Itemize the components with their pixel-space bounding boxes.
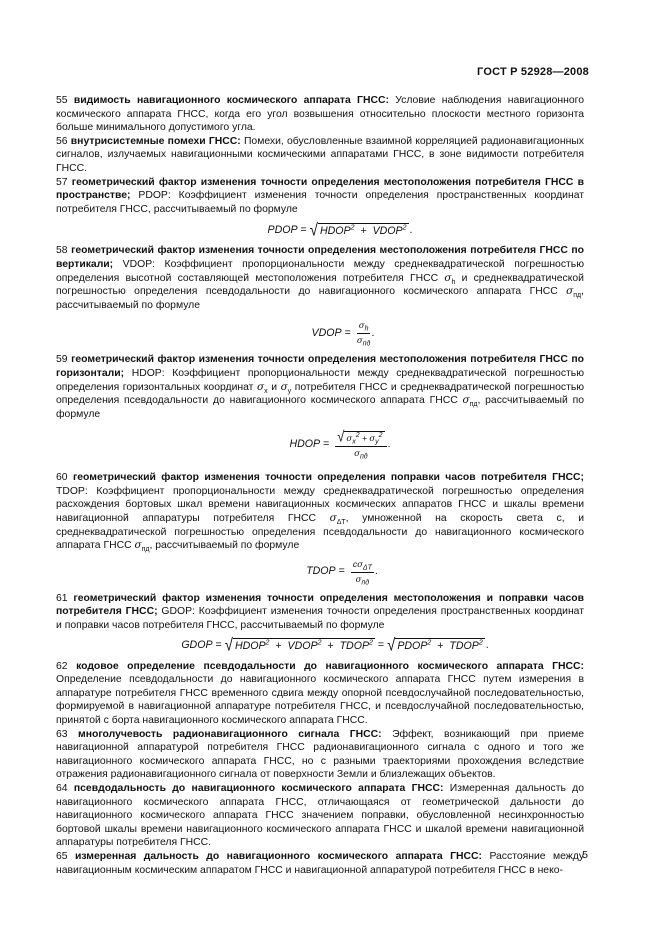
formula-tdop: TDOP = $\frac{c\sigma_{\Delta T}}{\sigma_{пд}}$ . xyxy=(306,558,378,587)
term-entry-64: 64 псевдодальность до навигационного космического аппарата ГНСС: Измеренная дальность до навигационного космического аппарата ГНСС, отличающаяся от геометрической дальности до навигационного космического аппарата ГНСС значением поправки, обусловленной несинхронностью бортовой шкалы времени навигационного космического аппарата ГНСС и шкалой времени навигационной аппаратуры потребителя ГНСС. xyxy=(56,782,585,849)
term-title: псевдодальность до навигационного космического аппарата ГНСС: xyxy=(73,782,444,794)
term-definition: VDOP: Коэффициент пропорциональности между среднеквадратической погрешностью определения высотной составляющей местоположения потребителя ГНСС xyxy=(56,258,584,284)
term-entry-56: 56 внутрисистемные помехи ГНСС: Помехи, обусловленные взаимной корреляцией радионавигационных сигналов, излучаемых навигационными космическими аппаратами ГНСС, в зоне видимости потребителя ГНСС. xyxy=(56,135,584,174)
term-definition: HDOP: Коэффициент пропорциональности между среднеквадратической погрешностью определения горизонтальных координат xyxy=(56,367,585,393)
term-entry-62: 62 кодовое определение псевдодальности до навигационного космического аппарата ГНСС: Определение псевдодальности до навигационного космического аппарата ГНСС путем измерения в аппаратуре потребителя ГНСС временного сдвига между опорной псевдослучайной последовательностью, формируемой в навигационной аппаратуре потребителя ГНСС, и псевдослучайной последовательностью, принятой с борта навигационного космического аппарата ГНСС. xyxy=(56,660,584,726)
standard-header: ГОСТ Р 52928—2008 xyxy=(477,66,589,78)
term-title: кодовое определение псевдодальности до навигационного космического аппарата ГНСС: xyxy=(76,660,584,672)
term-definition: PDOP: Коэффициент изменения точности определения пространственных координат потребителя ГНСС, рассчитываемый по формуле xyxy=(56,190,584,215)
term-title: видимость навигационного космического аппарата ГНСС: xyxy=(73,95,389,106)
square-root: √ PDOP$^2$ + TDOP$^2$ xyxy=(387,635,483,656)
term-title: геометрический фактор изменения точности определения местоположения потребителя ГНСС по горизонтали; xyxy=(56,354,585,379)
formula-vdop: VDOP = $\frac{\sigma_h}{\sigma_{пд}}$ . xyxy=(311,321,375,348)
term-entry-65: 65 измеренная дальность до навигационного космического аппарата ГНСС: Расстояние между навигационным космическим аппаратом ГНСС и навигационной аппаратурой потребителя ГНСС в неко- xyxy=(56,850,585,876)
fraction: √ $\sigma_x^2 + \sigma_y^2$ $\sigma_{пд}$ xyxy=(335,431,386,459)
term-title: измеренная дальность до навигационного космического аппарата ГНСС: xyxy=(75,850,482,862)
fraction: $\frac{c\sigma_{\Delta T}}{\sigma_{пд}}$ xyxy=(352,558,372,587)
square-root: √ $\sigma_x^2 + \sigma_y^2$ xyxy=(337,427,383,446)
term-definition: GDOP: Коэффициент изменения точности определения пространственных координат и поправки часов потребителя ГНСС, рассчитываемый по формуле xyxy=(56,606,584,632)
terms-list xyxy=(56,94,584,877)
term-entry-55: 55 видимость навигационного космического аппарата ГНСС: Условие наблюдения навигационного космического аппарата ГНСС, когда его угол возвышения относительно плоскости местного горизонта больше минимального допустимого угла. xyxy=(56,95,585,134)
term-entry-60: 60 геометрический фактор изменения точности определения поправки часов потребителя ГНСС; TDOP: Коэффициент пропорциональности между среднеквадратической погрешностью определения расхождения бортовых шкал времени навигационных космических аппаратов ГНСС и шкалы времени навигационной аппаратуры потребителя ГНСС $\sigma_{\Delta T}$, умноженной на скорость света с, и среднеквадратической погрешностью определения псевдодальности до навигационного космического аппарата ГНСС $\sigma_{пд}$, рассчитываемый по формуле xyxy=(56,472,585,554)
term-title: геометрический фактор изменения точности определения местоположения потребителя ГНСС по вертикали; xyxy=(56,245,585,270)
term-title: геометрический фактор изменения точности определения местоположения и поправки часов потребителя ГНСС; xyxy=(56,592,585,618)
square-root: √ HDOP$^2$ + VDOP$^2$ + TDOP$^2$ xyxy=(224,635,373,656)
page-number: 5 xyxy=(582,849,588,861)
formula-gdop: GDOP = √ HDOP$^2$ + VDOP$^2$ + TDOP$^2$ = √ PDOP$^2$ + TDOP$^2$ . xyxy=(181,635,489,656)
term-title: геометрический фактор изменения точности определения поправки часов потребителя ГНСС; xyxy=(72,472,585,484)
sigma-symbol: σ xyxy=(444,271,452,284)
square-root: √ HDOP$^2$ + VDOP$^2$ xyxy=(309,220,407,241)
term-entry-59: 59 геометрический фактор изменения точности определения местоположения потребителя ГНСС по горизонтали; HDOP: Коэффициент пропорциональности между среднеквадратической погрешностью определения горизонтальных координат $\sigma_x$ и $\sigma_y$ потребителя ГНСС и среднеквадратической погрешностью определения псевдодальности до навигационного космического аппарата ГНСС $\sigma_{пд}$, рассчитываемый по формуле xyxy=(56,354,585,420)
term-definition: Измеренная дальность до навигационного космического аппарата ГНСС, отличающаяся от геометрической дальности до навигационного космического аппарата ГНСС значением поправки, обусловленной несинхронностью бортовой шкалы времени навигационного космического аппарата ГНСС и шкалой времени навигационной аппаратуры потребителя ГНСС. xyxy=(56,782,585,849)
term-definition: Условие наблюдения навигационного космического аппарата ГНСС, когда его угол возвышения относительно плоскости местного горизонта больше минимального допустимого угла. xyxy=(56,95,585,134)
term-definition: Расстояние между навигационным космическим аппаратом ГНСС и навигационной аппаратурой потребителя ГНСС в неко- xyxy=(56,850,585,876)
formula-hdop: HDOP = √ $\sigma_x^2 + \sigma_y^2$ $\sigma_{пд}$ . xyxy=(289,427,391,461)
term-title: многолучевость радионавигационного сигнала ГНСС: xyxy=(78,728,382,740)
term-title: внутрисистемные помехи ГНСС: xyxy=(70,135,241,147)
term-title: геометрический фактор изменения точности определения местоположения потребителя ГНСС в пространстве; xyxy=(56,176,584,202)
term-definition: Эффект, возникающий при приеме навигационной аппаратурой потребителя ГНСС радионавигационного сигнала с одного и того же навигационного космического аппарата ГНСС, но с разными траекториями прохождения вследствие отражения радионавигационного сигнала от поверхности Земли и близлежащих объектов. xyxy=(56,728,584,781)
term-entry-61: 61 геометрический фактор изменения точности определения местоположения и поправки часов потребителя ГНСС; GDOP: Коэффициент изменения точности определения пространственных координат и поправки часов потребителя ГНСС, рассчитываемый по формуле xyxy=(56,592,585,632)
term-definition: Определение псевдодальности до навигационного космического аппарата ГНСС путем измерения в аппаратуре потребителя ГНСС временного сдвига между опорной псевдослучайной последовательностью, формируемой в навигационной аппаратуре потребителя ГНСС, и псевдослучайной последовательностью, принятой с борта навигационного космического аппарата ГНСС. xyxy=(56,674,584,726)
term-entry-63: 63 многолучевость радионавигационного сигнала ГНСС: Эффект, возникающий при приеме навигационной аппаратурой потребителя ГНСС радионавигационного сигнала с одного и того же навигационного космического аппарата ГНСС, но с разными траекториями прохождения вследствие отражения радионавигационного сигнала от поверхности Земли и близлежащих объектов. xyxy=(56,728,584,781)
term-entry-58: 58 геометрический фактор изменения точности определения местоположения потребителя ГНСС по вертикали; VDOP: Коэффициент пропорциональности между среднеквадратической погрешностью определения высотной составляющей местоположения потребителя ГНСС $\sigma_h$ и среднеквадратической погрешностью определения псевдодальности до навигационного космического аппарата ГНСС $\sigma_{пд}$, рассчитываемый по формуле xyxy=(56,245,585,311)
term-definition: Помехи, обусловленные взаимной корреляцией радионавигационных сигналов, излучаемых навигационными космическими аппаратами ГНСС, в зоне видимости потребителя ГНСС. xyxy=(56,135,584,174)
term-entry-57: 57 геометрический фактор изменения точности определения местоположения потребителя ГНСС в пространстве; PDOP: Коэффициент изменения точности определения пространственных координат потребителя ГНСС, рассчитываемый по формуле xyxy=(56,176,584,215)
formula-pdop: PDOP = √ HDOP$^2$ + VDOP$^2$ . xyxy=(267,220,413,241)
term-definition: TDOP: Коэффициент пропорциональности между среднеквадратической погрешностью определения расхождения бортовых шкал времени навигационных космических аппаратов ГНСС и шкалы времени навигационной аппаратуры потребителя ГНСС xyxy=(56,485,584,525)
fraction: $\frac{\sigma_h}{\sigma_{пд}}$ xyxy=(356,321,371,348)
